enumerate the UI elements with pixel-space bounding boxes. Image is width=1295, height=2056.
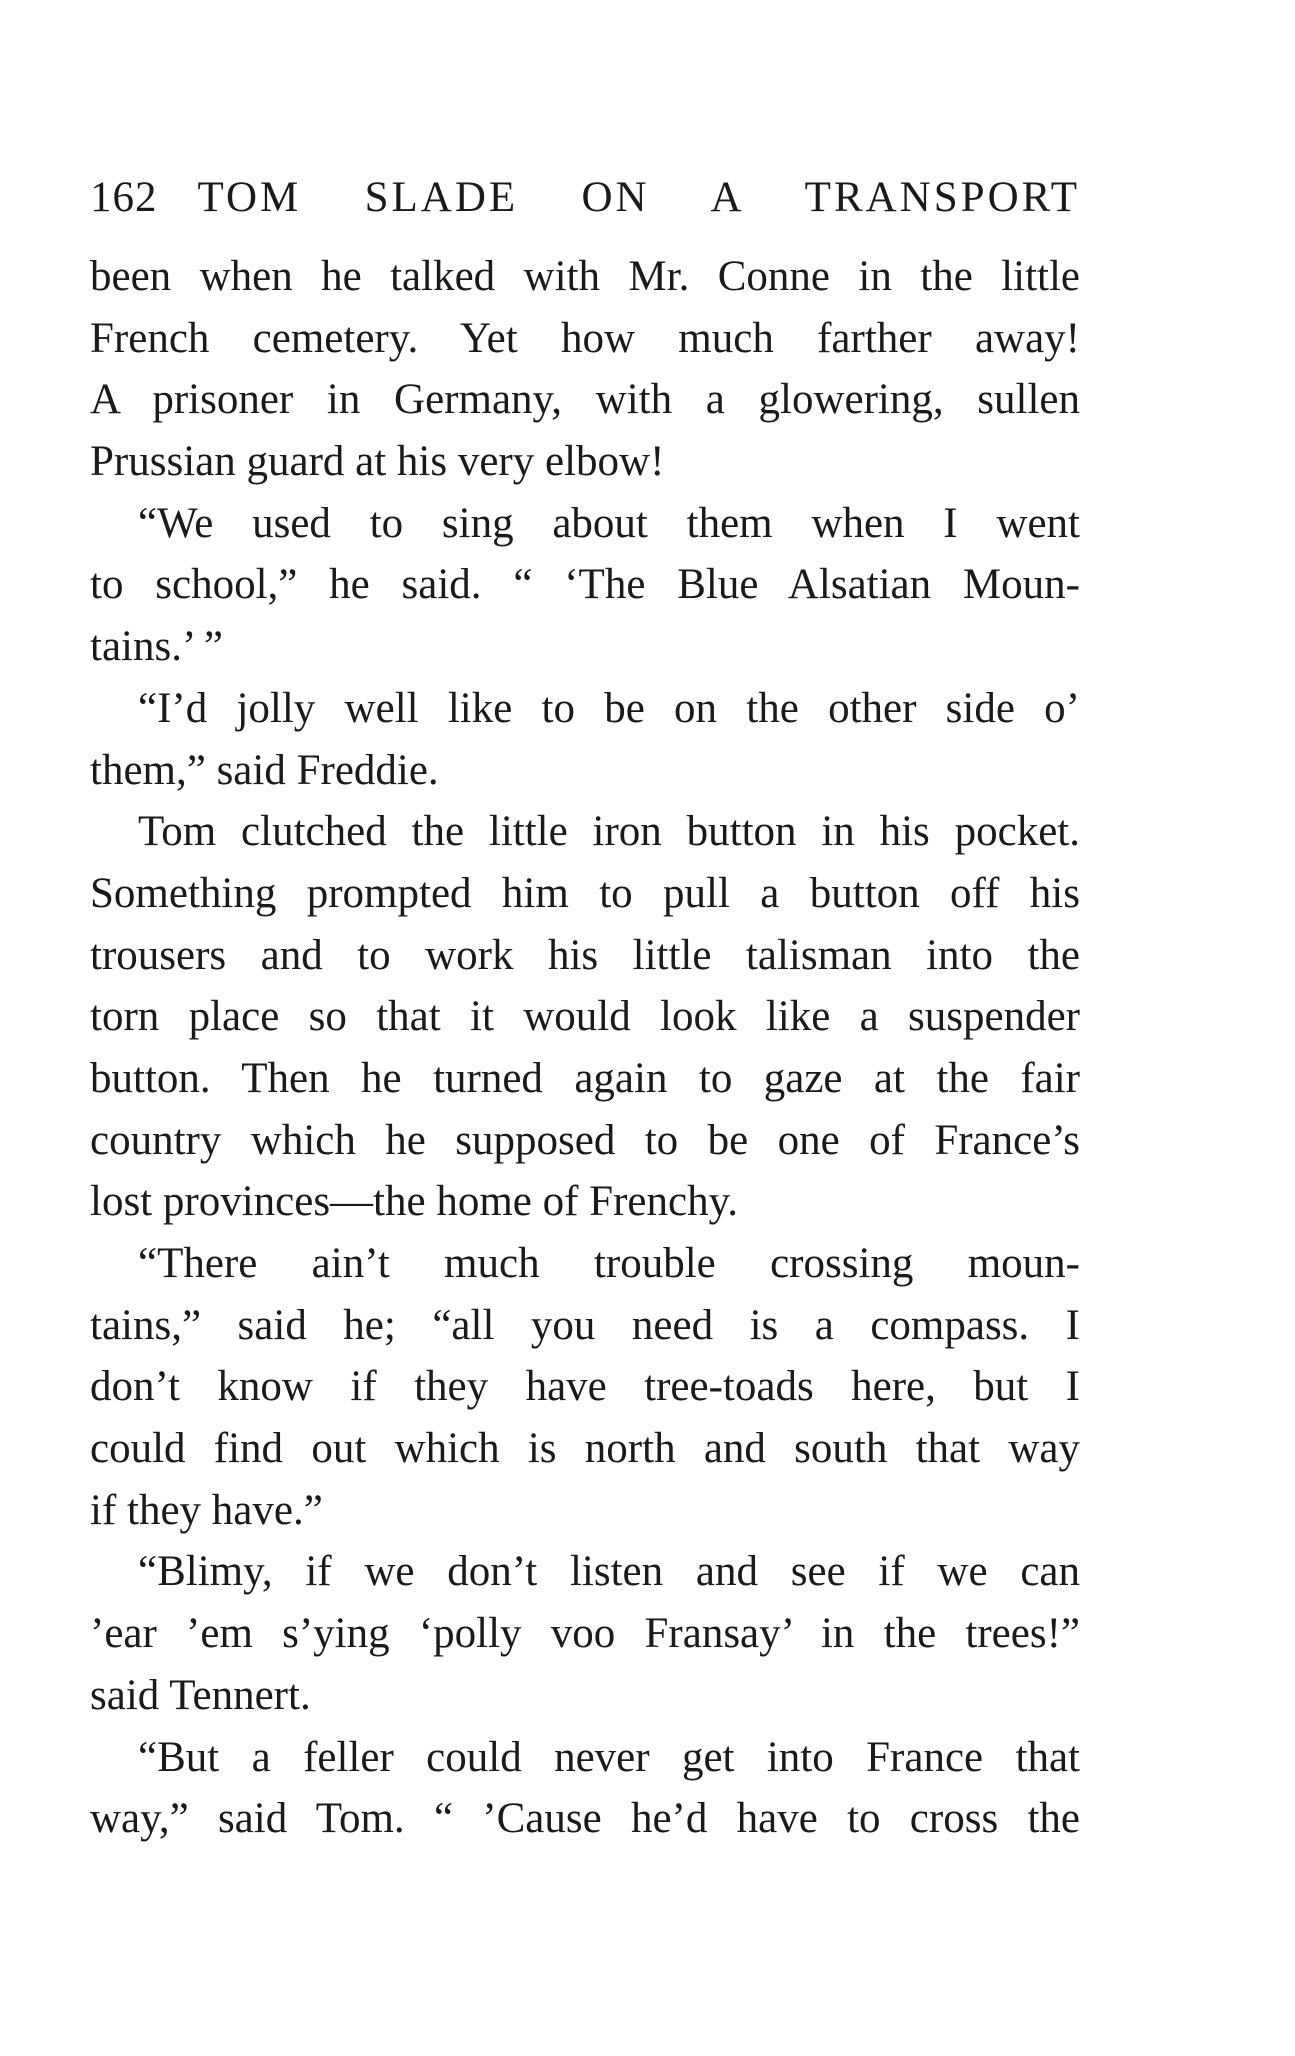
text-line: “There ain’t much trouble crossing moun- xyxy=(138,1240,1080,1287)
text-line: torn place so that it would look like a suspender xyxy=(90,993,1080,1041)
text-line: “I’d jolly well like to be on the other side o’ xyxy=(138,684,1080,732)
running-head xyxy=(90,168,1080,228)
text-line: ’ear ’em s’ying ‘polly voo Fransay’ in the trees!” xyxy=(90,1610,1080,1658)
text-line: tains,” said he; “all you need is a compass. I xyxy=(90,1301,1080,1349)
text-line: lost provinces—the home of Frenchy. xyxy=(90,1178,739,1226)
text-line: don’t know if they have tree-toads here, but I xyxy=(90,1363,1080,1411)
text-line: them,” said Freddie. xyxy=(90,746,439,794)
text-line: tains.’ ” xyxy=(90,623,223,671)
text-line: country which he supposed to be one of France’s xyxy=(90,1116,1080,1164)
text-line: been when he talked with Mr. Conne in the little xyxy=(90,253,1080,300)
text-line: “But a feller could never get into France that xyxy=(138,1733,1080,1781)
page-number: 162 xyxy=(90,174,158,221)
text-line: Something prompted him to pull a button off his xyxy=(90,869,1080,917)
text-line: said Tennert. xyxy=(90,1671,311,1719)
running-title: TOM SLADE ON A TRANSPORT xyxy=(197,174,1080,221)
text-line: trousers and to work his little talisman into the xyxy=(90,931,1080,979)
body-text xyxy=(90,246,1080,1850)
text-line: if they have.” xyxy=(90,1486,323,1534)
text-line: French cemetery. Yet how much farther away! xyxy=(90,314,1080,362)
text-line: A prisoner in Germany, with a glowering, sullen xyxy=(90,376,1080,424)
book-page xyxy=(90,168,1080,1850)
text-line: Prussian guard at his very elbow! xyxy=(90,438,665,486)
text-line: way,” said Tom. “ ’Cause he’d have to cross the xyxy=(90,1795,1080,1843)
text-line: button. Then he turned again to gaze at the fair xyxy=(90,1054,1080,1102)
text-line: to school,” he said. “ ‘The Blue Alsatian Moun- xyxy=(90,561,1080,609)
text-line: Tom clutched the little iron button in his pocket. xyxy=(138,808,1080,856)
text-line: could find out which is north and south that way xyxy=(90,1425,1080,1473)
text-line: “Blimy, if we don’t listen and see if we can xyxy=(138,1548,1080,1596)
text-line: “We used to sing about them when I went xyxy=(138,499,1080,547)
